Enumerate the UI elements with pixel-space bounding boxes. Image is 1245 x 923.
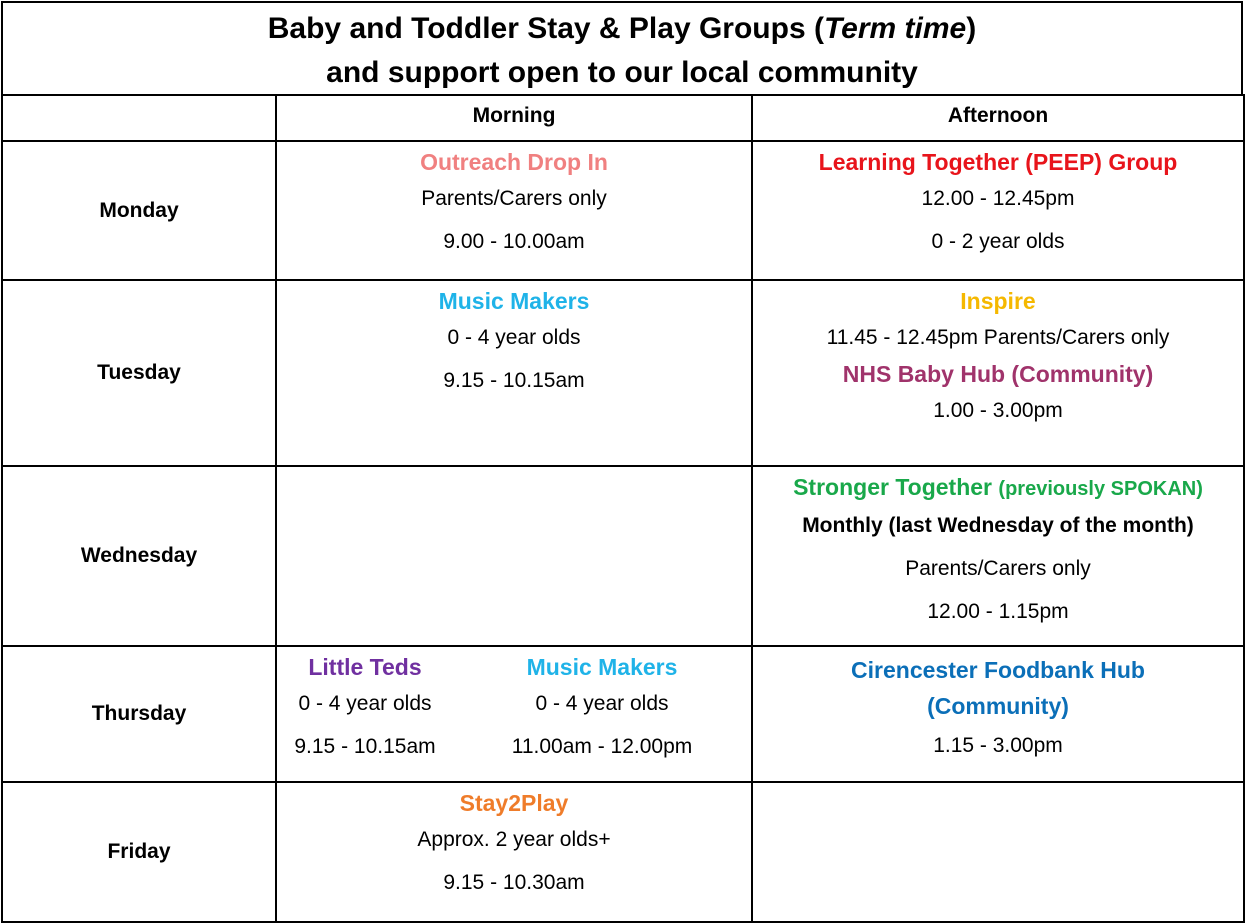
stronger-together-line1: Monthly (last Wednesday of the month) xyxy=(802,514,1194,537)
thursday-morning-cell xyxy=(276,646,752,782)
title-line-1 xyxy=(3,7,1241,51)
thursday-afternoon-cell xyxy=(752,646,1244,782)
music-makers-thursday-title: Music Makers xyxy=(526,654,678,680)
monday-morning-cell xyxy=(276,141,752,280)
little-teds-line2: 9.15 - 10.15am xyxy=(294,735,436,758)
day-friday: Friday xyxy=(2,782,276,922)
stronger-together-line3: 12.00 - 1.15pm xyxy=(927,600,1069,623)
little-teds-title: Little Teds xyxy=(308,654,422,680)
foodbank-title-2: (Community) xyxy=(927,693,1069,719)
foodbank-title-1: Cirencester Foodbank Hub xyxy=(851,657,1145,683)
thursday-morning-split xyxy=(277,652,751,768)
friday-afternoon-cell xyxy=(752,782,1244,922)
row-thursday xyxy=(2,646,1244,782)
title-italic: Term time xyxy=(823,12,967,45)
nhs-baby-hub-title: NHS Baby Hub (Community) xyxy=(842,361,1154,387)
wednesday-afternoon-cell xyxy=(752,466,1244,646)
afternoon-header: Afternoon xyxy=(752,95,1244,141)
monday-afternoon-cell xyxy=(752,141,1244,280)
title-suffix: ) xyxy=(966,12,977,45)
tuesday-afternoon-cell xyxy=(752,280,1244,466)
music-makers-thursday-line1: 0 - 4 year olds xyxy=(535,692,669,715)
row-monday xyxy=(2,141,1244,280)
title-prefix: Baby and Toddler Stay & Play Groups ( xyxy=(267,12,824,45)
title-line-2: and support open to our local community xyxy=(326,56,918,89)
little-teds-block xyxy=(277,652,453,768)
page-title xyxy=(1,1,1243,94)
schedule-table xyxy=(1,94,1245,923)
corner-cell xyxy=(2,95,276,141)
music-makers-line1: 0 - 4 year olds xyxy=(447,326,581,349)
peep-title: Learning Together (PEEP) Group xyxy=(818,149,1178,175)
outreach-line1: Parents/Carers only xyxy=(421,187,607,210)
tuesday-morning-cell xyxy=(276,280,752,466)
day-wednesday: Wednesday xyxy=(2,466,276,646)
inspire-line1: 11.45 - 12.45pm Parents/Carers only xyxy=(826,326,1170,349)
stay2play-title: Stay2Play xyxy=(459,790,569,816)
stay2play-line2: 9.15 - 10.30am xyxy=(443,871,585,894)
peep-line2: 0 - 2 year olds xyxy=(931,230,1065,253)
day-thursday: Thursday xyxy=(2,646,276,782)
outreach-title: Outreach Drop In xyxy=(420,149,608,175)
row-tuesday xyxy=(2,280,1244,466)
music-makers-title: Music Makers xyxy=(438,288,590,314)
day-monday: Monday xyxy=(2,141,276,280)
stronger-together-title: Stronger Together xyxy=(793,474,993,500)
friday-morning-cell xyxy=(276,782,752,922)
outreach-line2: 9.00 - 10.00am xyxy=(443,230,585,253)
foodbank-line1: 1.15 - 3.00pm xyxy=(933,734,1063,757)
row-friday xyxy=(2,782,1244,922)
music-makers-line2: 9.15 - 10.15am xyxy=(443,369,585,392)
music-makers-thursday-block xyxy=(453,652,751,768)
header-row xyxy=(2,95,1244,141)
morning-header: Morning xyxy=(276,95,752,141)
nhs-baby-hub-line: 1.00 - 3.00pm xyxy=(933,399,1063,422)
peep-line1: 12.00 - 12.45pm xyxy=(921,187,1075,210)
row-wednesday xyxy=(2,466,1244,646)
stronger-together-line2: Parents/Carers only xyxy=(905,557,1091,580)
day-tuesday: Tuesday xyxy=(2,280,276,466)
inspire-title: Inspire xyxy=(960,288,1036,314)
wednesday-morning-cell xyxy=(276,466,752,646)
stronger-together-heading xyxy=(753,472,1243,504)
stronger-together-note: (previously SPOKAN) xyxy=(998,478,1203,500)
music-makers-thursday-line2: 11.00am - 12.00pm xyxy=(511,735,693,758)
little-teds-line1: 0 - 4 year olds xyxy=(298,692,432,715)
stay2play-line1: Approx. 2 year olds+ xyxy=(417,828,611,851)
